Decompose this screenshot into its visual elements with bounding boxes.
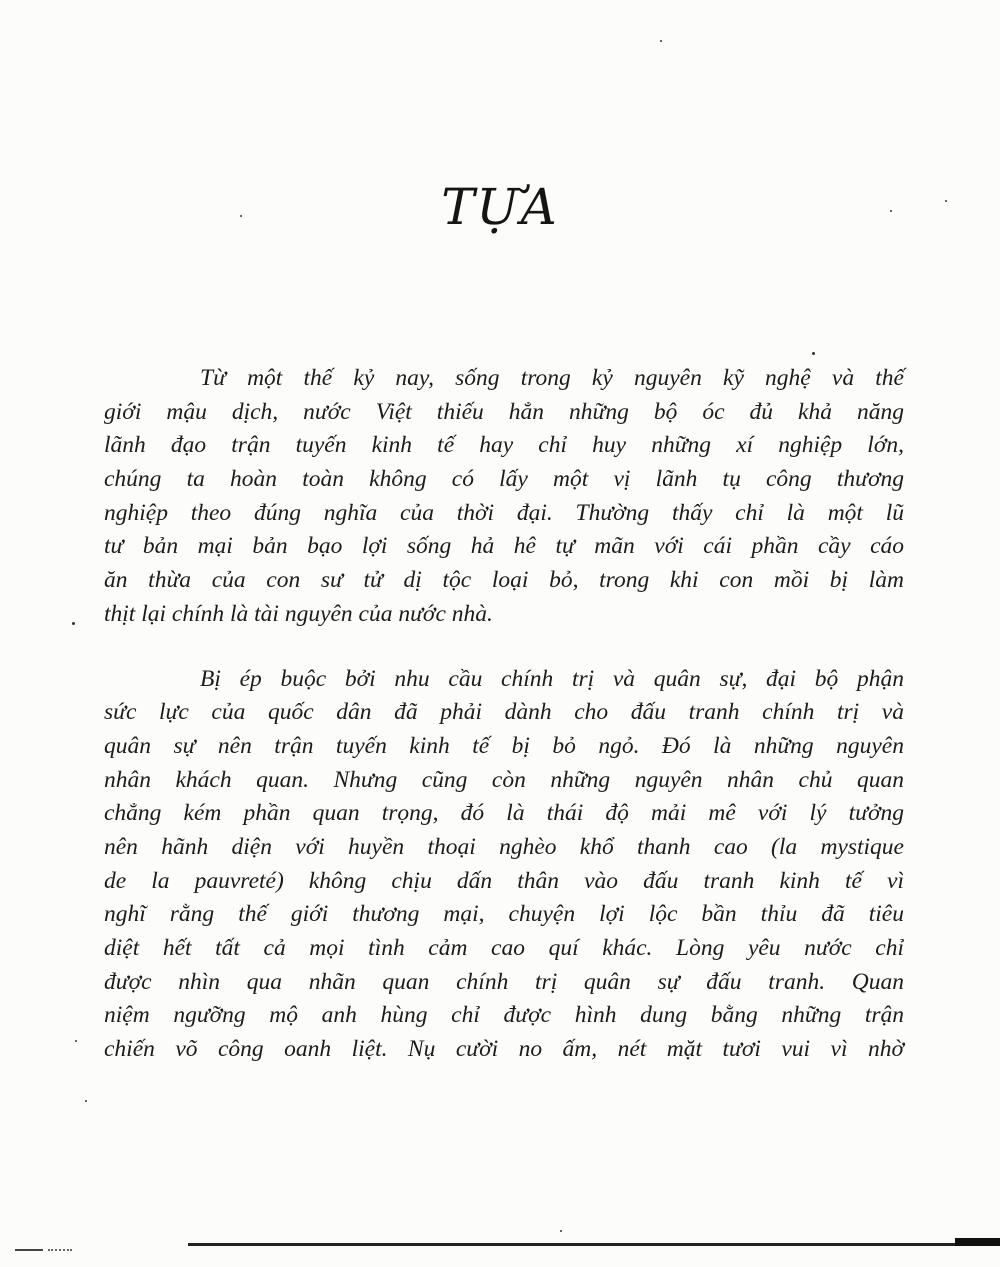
scan-speck <box>240 215 242 217</box>
text-line: Bị ép buộc bởi nhu cầu chính trị và quân sự, đại bộ phận <box>200 665 904 692</box>
text-line: tư bản mại bản bạo lợi sống hả hê tự mãn với cái phần cầy cáo <box>104 533 904 560</box>
paragraph-1 <box>104 362 904 632</box>
text-line: diệt hết tất cả mọi tình cảm cao quí khác. Lòng yêu nước chỉ <box>104 935 904 961</box>
scan-speck <box>812 352 815 355</box>
scan-speck <box>945 200 947 202</box>
text-line: nghĩ rằng thế giới thương mại, chuyện lợi lộc bần thỉu đã tiêu <box>104 901 904 928</box>
scan-speck <box>72 622 75 625</box>
text-line: giới mậu dịch, nước Việt thiếu hẳn những bộ óc đủ khả năng <box>104 398 904 425</box>
text-line: de la pauvreté) không chịu dấn thân vào đấu tranh kinh tế vì <box>104 867 904 894</box>
page-title: TỰA <box>441 178 559 236</box>
text-line: nghiệp theo đúng nghĩa của thời đại. Thường thấy chỉ là một lũ <box>104 499 904 526</box>
scan-speck <box>890 210 892 212</box>
bottom-rule-dots <box>48 1249 72 1251</box>
text-line: Từ một thế kỷ nay, sống trong kỷ nguyên kỹ nghệ và thế <box>200 365 904 391</box>
text-line: thịt lại chính là tài nguyên của nước nhà. <box>104 600 493 627</box>
bottom-rule-end <box>955 1238 1000 1246</box>
scan-speck <box>660 40 662 42</box>
text-line: quân sự nên trận tuyến kinh tế bị bỏ ngỏ. Đó là những nguyên <box>104 732 904 759</box>
body-text <box>104 362 904 1067</box>
text-line: chẳng kém phần quan trọng, đó là thái độ mải mê với lý tưởng <box>104 800 904 827</box>
scan-speck <box>75 1040 77 1042</box>
text-line: chiến võ công oanh liệt. Nụ cười no ấm, nét mặt tươi vui vì nhờ <box>104 1036 904 1063</box>
text-line: niệm ngưỡng mộ anh hùng chỉ được hình dung bằng những trận <box>104 1002 904 1029</box>
scan-speck <box>85 1100 87 1102</box>
bottom-rule-left <box>15 1249 43 1251</box>
text-line: được nhìn qua nhãn quan chính trị quân sự đấu tranh. Quan <box>104 968 904 995</box>
paragraph-2 <box>104 663 904 1067</box>
text-line: chúng ta hoàn toàn không có lấy một vị lãnh tụ công thương <box>104 466 904 493</box>
scan-speck <box>560 1230 562 1232</box>
text-line: ăn thừa của con sư tử dị tộc loại bỏ, trong khi con mồi bị làm <box>104 567 904 594</box>
paragraph-gap <box>104 632 904 663</box>
text-line: nhân khách quan. Nhưng cũng còn những nguyên nhân chủ quan <box>104 766 904 793</box>
text-line: nên hãnh diện với huyền thoại nghèo khổ thanh cao (la mystique <box>104 833 904 860</box>
bottom-rule <box>188 1243 1000 1246</box>
text-line: lãnh đạo trận tuyến kinh tế hay chỉ huy những xí nghiệp lớn, <box>104 432 904 459</box>
text-line: sức lực của quốc dân đã phải dành cho đấu tranh chính trị và <box>104 699 904 726</box>
